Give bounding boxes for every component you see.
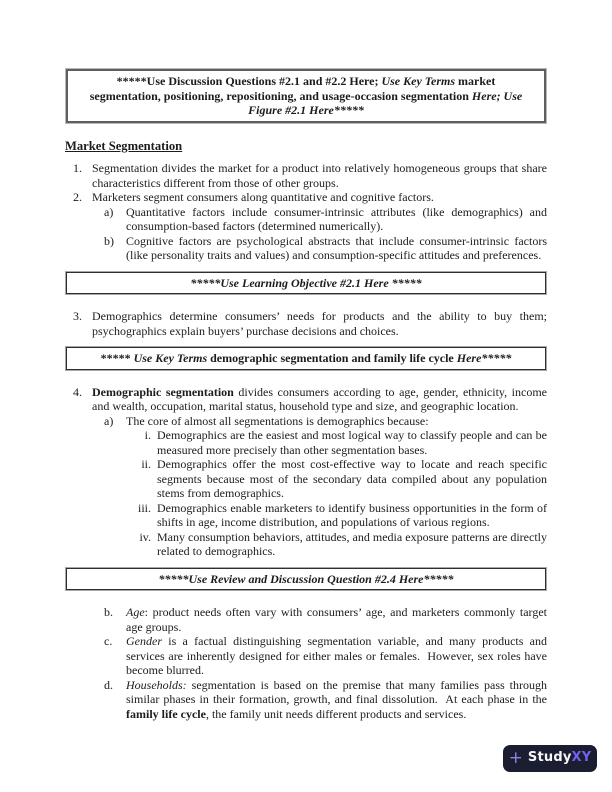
list-item-4a-iv: [65, 530, 547, 559]
text-content: Segmentation divides the market for a product into relatively homogeneous groups that share characteristics different from those of other groups.: [92, 161, 547, 190]
text-content: Market Segmentation: [65, 138, 183, 153]
text-content: Gender is a factual distinguishing segmentation variable, and many products and services are inherently designed for either males or females. However, sex roles have become blurred.: [126, 634, 547, 677]
list-item-2b: [65, 234, 547, 263]
text-content: Demographic segmentation divides consumers according to age, gender, ethnicity, income and wealth, occupation, marital status, household type and size, and geographic location.: [92, 384, 547, 413]
text-content: Cognitive factors are psychological abstracts that include consumer-intrinsic factors (like personality traits and values) and consumption-specific attitudes and preferences.: [126, 233, 547, 262]
list-item-4b: [65, 605, 547, 634]
text-content: The core of almost all segmentations is demographics because:: [126, 413, 429, 428]
studyxy-logo: [503, 745, 597, 772]
callout-review-question: [66, 568, 546, 591]
text-content: *****Use Review and Discussion Question #2.4 Here*****: [158, 571, 454, 586]
list-item-4d: [65, 678, 547, 722]
list-item-4: [65, 385, 547, 414]
text-content: ***** Use Key Terms demographic segmentation and family life cycle Here*****: [100, 351, 512, 365]
plus-icon: +: [508, 747, 523, 768]
list-marker: b.: [104, 605, 113, 619]
list-item-4a-iii: [65, 501, 547, 530]
callout-learning-objective: [66, 272, 546, 295]
list-marker: 2.: [73, 190, 82, 204]
callout-key-terms: [66, 347, 546, 370]
list-item-4c: [65, 634, 547, 678]
list-marker: ii.: [141, 457, 151, 471]
brand-name-xy: XY: [571, 750, 592, 766]
brand-name-study: Study: [527, 750, 572, 766]
callout-discussion-questions: [66, 69, 546, 123]
list-marker: c.: [104, 634, 113, 648]
list-item-1: [65, 161, 547, 190]
list-marker: b): [104, 233, 114, 248]
list-item-2: [65, 190, 547, 205]
text-content: *****Use Learning Objective #2.1 Here *****: [190, 275, 422, 290]
list-marker: iii.: [137, 500, 151, 515]
text-content: *****Use Discussion Questions #2.1 and #2.2 Here; Use Key Terms market segmentation, positioning, repositioning, and usage-occasion segmentation Here; Use Figure #2.1 Here*****: [89, 74, 523, 117]
text-content: Demographics offer the most cost-effective way to locate and reach specific segments because most of the secondary data compiled about any population stems from demographics.: [157, 457, 547, 500]
list-marker: i.: [144, 428, 151, 442]
text-content: Demographics enable marketers to identify business opportunities in the form of shifts in age, income distribution, and populations of various regions.: [157, 500, 547, 529]
text-content: Marketers segment consumers along quantitative and cognitive factors.: [92, 190, 434, 204]
list-marker: a): [104, 413, 114, 428]
list-item-4a: [65, 414, 547, 429]
list-item-3: [65, 309, 547, 338]
text-content: Age: product needs often vary with consumers’ age, and marketers commonly target age groups.: [126, 605, 547, 634]
list-marker: 4.: [73, 384, 82, 399]
text-content: Households: segmentation is based on the premise that many families pass through similar phases in their formation, growth, and final dissolution. At each phase in the family life cycle, the family unit needs different products and services.: [126, 677, 547, 721]
list-marker: 1.: [73, 161, 82, 175]
list-marker: iv.: [139, 529, 151, 544]
list-marker: d.: [104, 677, 113, 692]
list-marker: 3.: [73, 309, 82, 323]
list-item-4a-ii: [65, 457, 547, 501]
text-content: Many consumption behaviors, attitudes, and media exposure patterns are directly related to demographics.: [157, 529, 547, 558]
text-content: Quantitative factors include consumer-intrinsic attributes (like demographics) and consumption-based factors (determined numerically).: [126, 204, 547, 233]
list-item-4a-i: [65, 428, 547, 457]
heading-market-segmentation: [65, 139, 547, 154]
text-content: Demographics determine consumers’ needs for products and the ability to buy them; psychographics explain buyers’ purchase decisions and choices.: [92, 309, 547, 338]
list-item-2a: [65, 205, 547, 234]
text-content: Demographics are the easiest and most logical way to classify people and can be measured more precisely than other segmentation bases.: [157, 428, 547, 457]
list-marker: a): [104, 204, 114, 219]
